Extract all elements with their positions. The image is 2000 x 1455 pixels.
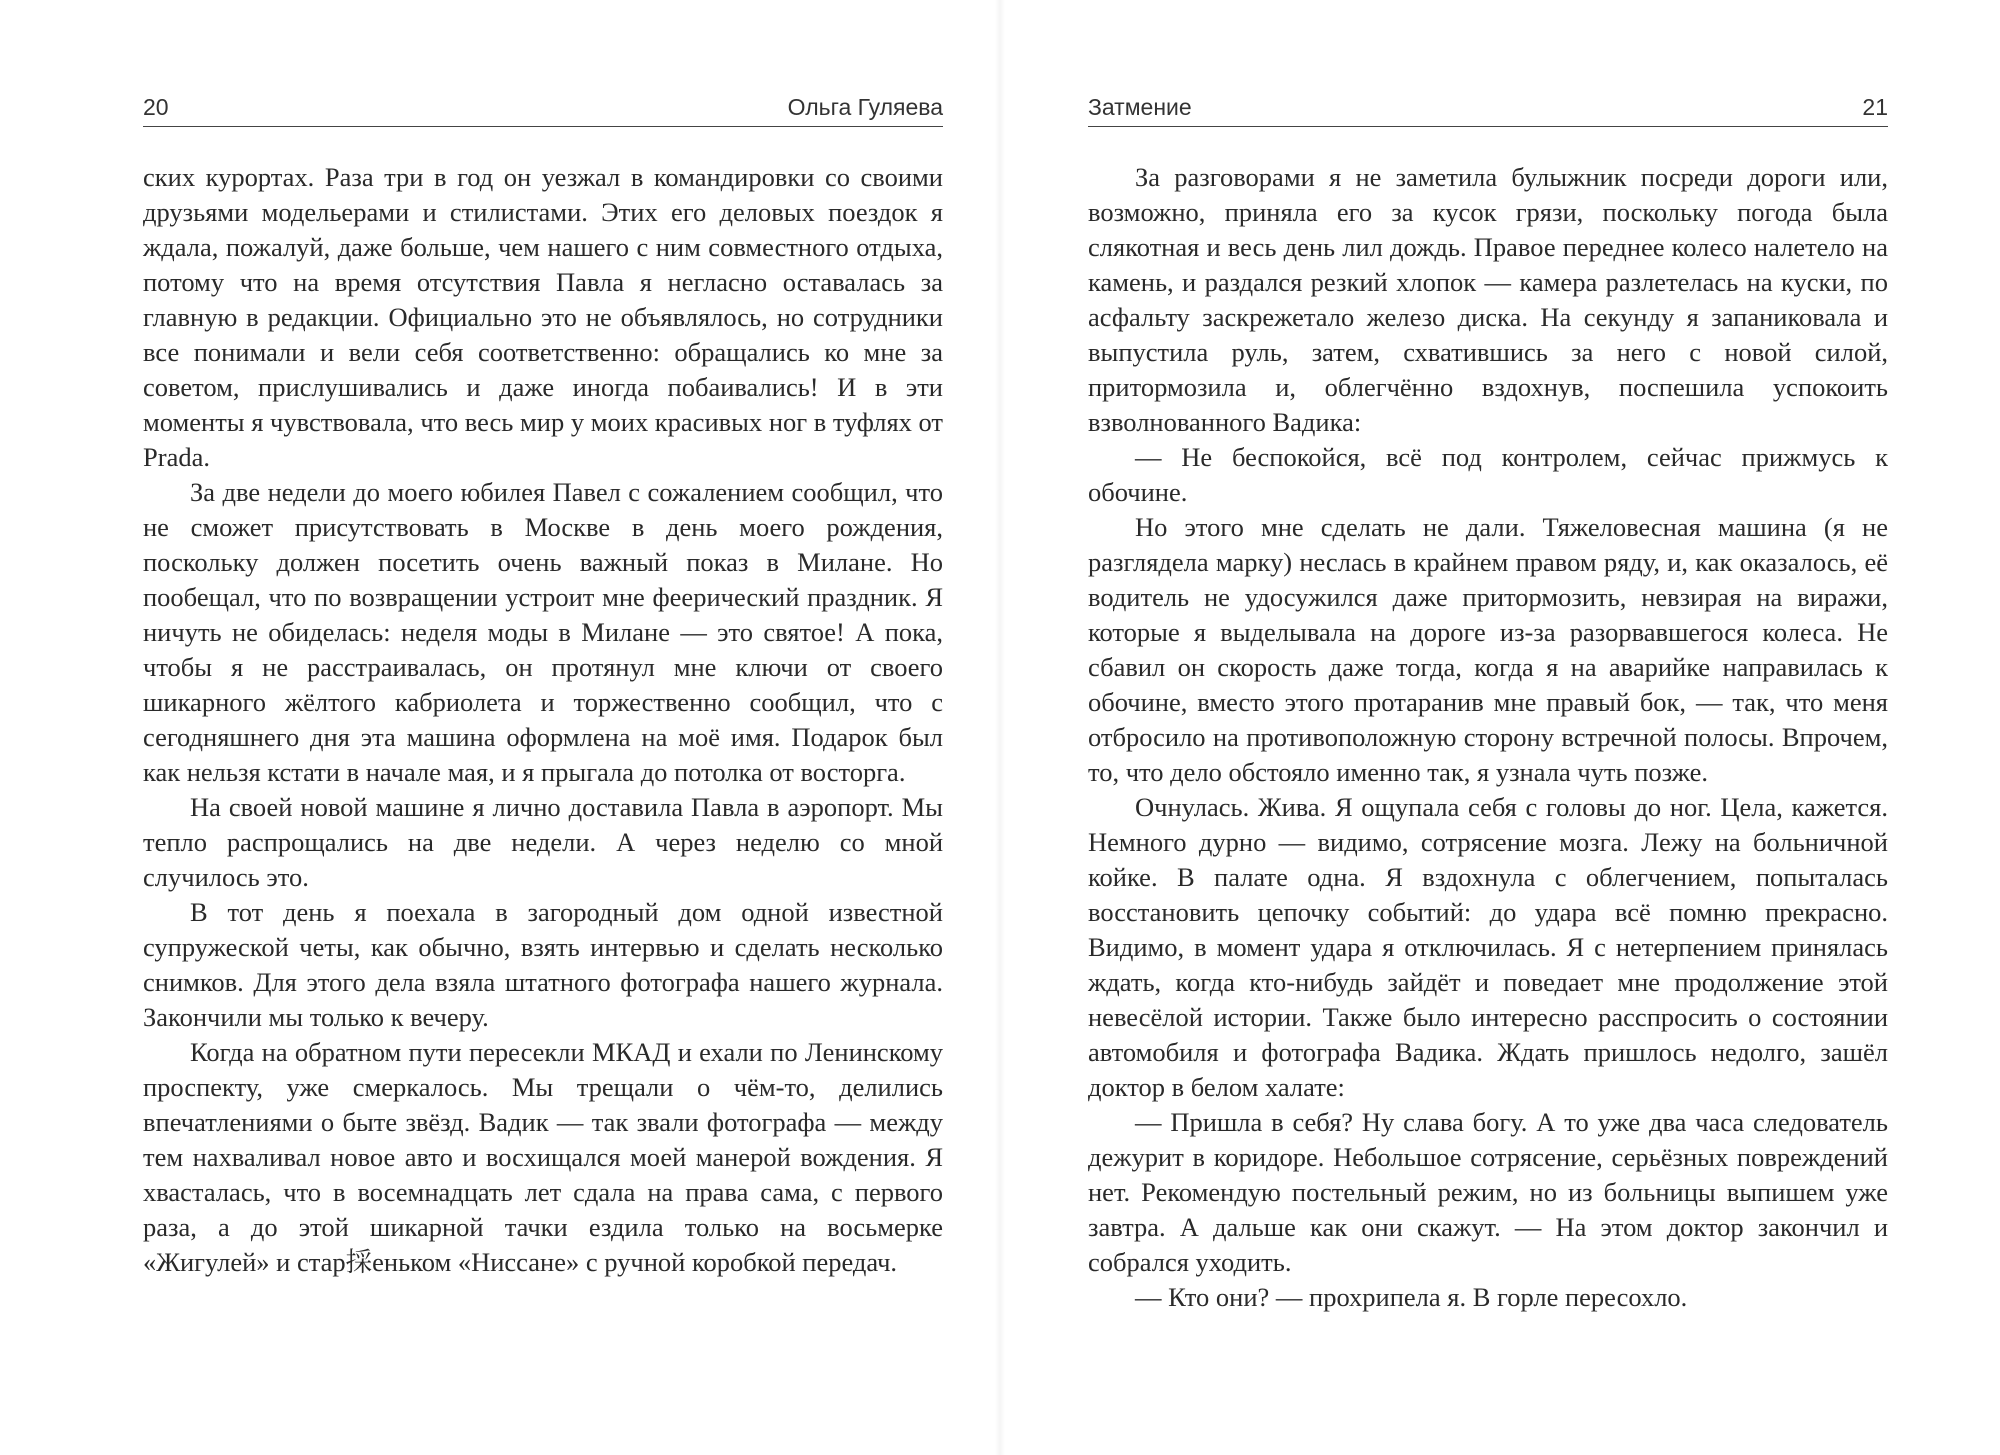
page-number: 20 [143, 94, 169, 120]
paragraph: Когда на обратном пути пересекли МКАД и ехали по Ленинскому проспекту, уже смеркалось. Мы трещали о чём-то, делились впечатлениями о быте звёзд. Вадик — так звали фотографа — между тем нахваливал новое авто и восхищался моей манерой вождения. Я хвасталась, что в восемнадцать лет сдала на права сама, с первого раза, а до этой шикарной тачки ездила только на восьмерке «Жигулей» и стар採еньком «Ниссане» с ручной коробкой передач. [143, 1037, 943, 1277]
right-page [1088, 0, 1888, 1455]
left-page-body [143, 160, 943, 1280]
left-page-header [143, 90, 943, 130]
paragraph: — Пришла в себя? Ну слава богу. А то уже два часа следователь дежурит в коридоре. Небольшое сотрясение, серьёзных повреждений нет. Рекомендую постельный режим, но из больницы выпишем уже завтра. А дальше как они скажут. — На этом доктор закончил и собрался уходить. [1088, 1107, 1888, 1277]
paragraph: — Не беспокойся, всё под контролем, сейчас прижмусь к обочине. [1088, 442, 1888, 507]
paragraph: За две недели до моего юбилея Павел с сожалением сообщил, что не сможет присутствовать в Москве в день моего рождения, поскольку должен посетить очень важный показ в Милане. Но пообещал, что по возвращении устроит мне феерический праздник. Я ничуть не обиделась: неделя моды в Милане — это святое! А пока, чтобы я не расстраивалась, он протянул мне ключи от своего шикарного жёлтого кабриолета и торжественно сообщил, что с сегодняшнего дня эта машина оформлена на моё имя. Подарок был как нельзя кстати в начале мая, и я прыгала до потолка от восторга. [143, 477, 943, 787]
paragraph: В тот день я поехала в загородный дом одной известной супружеской четы, как обычно, взять интервью и сделать несколько снимков. Для этого дела взяла штатного фотографа нашего журнала. Закончили мы только к вечеру. [143, 897, 943, 1032]
paragraph: — Кто они? — прохрипела я. В горле пересохло. [1135, 1282, 1688, 1312]
running-head-title: Затмение [1088, 94, 1192, 120]
paragraph: За разговорами я не заметила булыжник посреди дороги или, возможно, приняла его за кусок грязи, поскольку погода была слякотная и весь день лил дождь. Правое переднее колесо налетело на камень, и раздался резкий хлопок — камера разлетелась на куски, по асфальту заскрежетало железо диска. На секунду я запаниковала и выпустила руль, затем, схватившись за него с новой силой, притормозила и, облегчённо вздохнув, поспешила успокоить взволнованного Вадика: [1088, 162, 1888, 437]
paragraph: На своей новой машине я лично доставила Павла в аэропорт. Мы тепло распрощались на две недели. А через неделю со мной случилось это. [143, 792, 943, 892]
header-rule [1088, 126, 1888, 127]
header-rule [143, 126, 943, 127]
paragraph: Очнулась. Жива. Я ощупала себя с головы до ног. Цела, кажется. Немного дурно — видимо, сотрясение мозга. Лежу на больничной койке. В палате одна. Я вздохнула с облегчением, попыталась восстановить цепочку событий: до удара всё помню прекрасно. Видимо, в момент удара я отключилась. Я с нетерпением принялась ждать, когда кто-нибудь зайдёт и поведает мне продолжение этой невесёлой истории. Также было интересно расспросить о состоянии автомобиля и фотографа Вадика. Ждать пришлось недолго, зашёл доктор в белом халате: [1088, 792, 1888, 1102]
running-head-author: Ольга Гуляева [787, 94, 943, 120]
paragraph: Но этого мне сделать не дали. Тяжеловесная машина (я не разглядела марку) неслась в крайнем правом ряду, и, как оказалось, её водитель не удосужился даже притормозить, невзирая на виражи, которые я выделывала на дороге из-за разорвавшегося колеса. Не сбавил он скорость даже тогда, когда я на аварийке направилась к обочине, вместо этого протаранив мне правый бок, — так, что меня отбросило на противоположную сторону встречной полосы. Впрочем, то, что дело обстояло именно так, я узнала чуть позже. [1088, 512, 1888, 787]
gutter-shadow [995, 0, 1005, 1455]
paragraph: ских курортах. Раза три в год он уезжал в командировки со своими друзьями модельерами и стилистами. Этих его деловых поездок я ждала, пожалуй, даже больше, чем нашего с ним совместного отдыха, потому что на время отсутствия Павла я негласно оставалась за главную в редакции. Официально это не объявлялось, но сотрудники все понимали и вели себя соответственно: обращались ко мне за советом, прислушивались и даже иногда побаивались! И в эти моменты я чувствовала, что весь мир у моих красивых ног в туфлях от Prada. [143, 162, 943, 472]
right-page-body [1088, 160, 1888, 1315]
right-page-header [1088, 90, 1888, 130]
left-page [143, 0, 943, 1455]
page-number: 21 [1862, 94, 1888, 120]
